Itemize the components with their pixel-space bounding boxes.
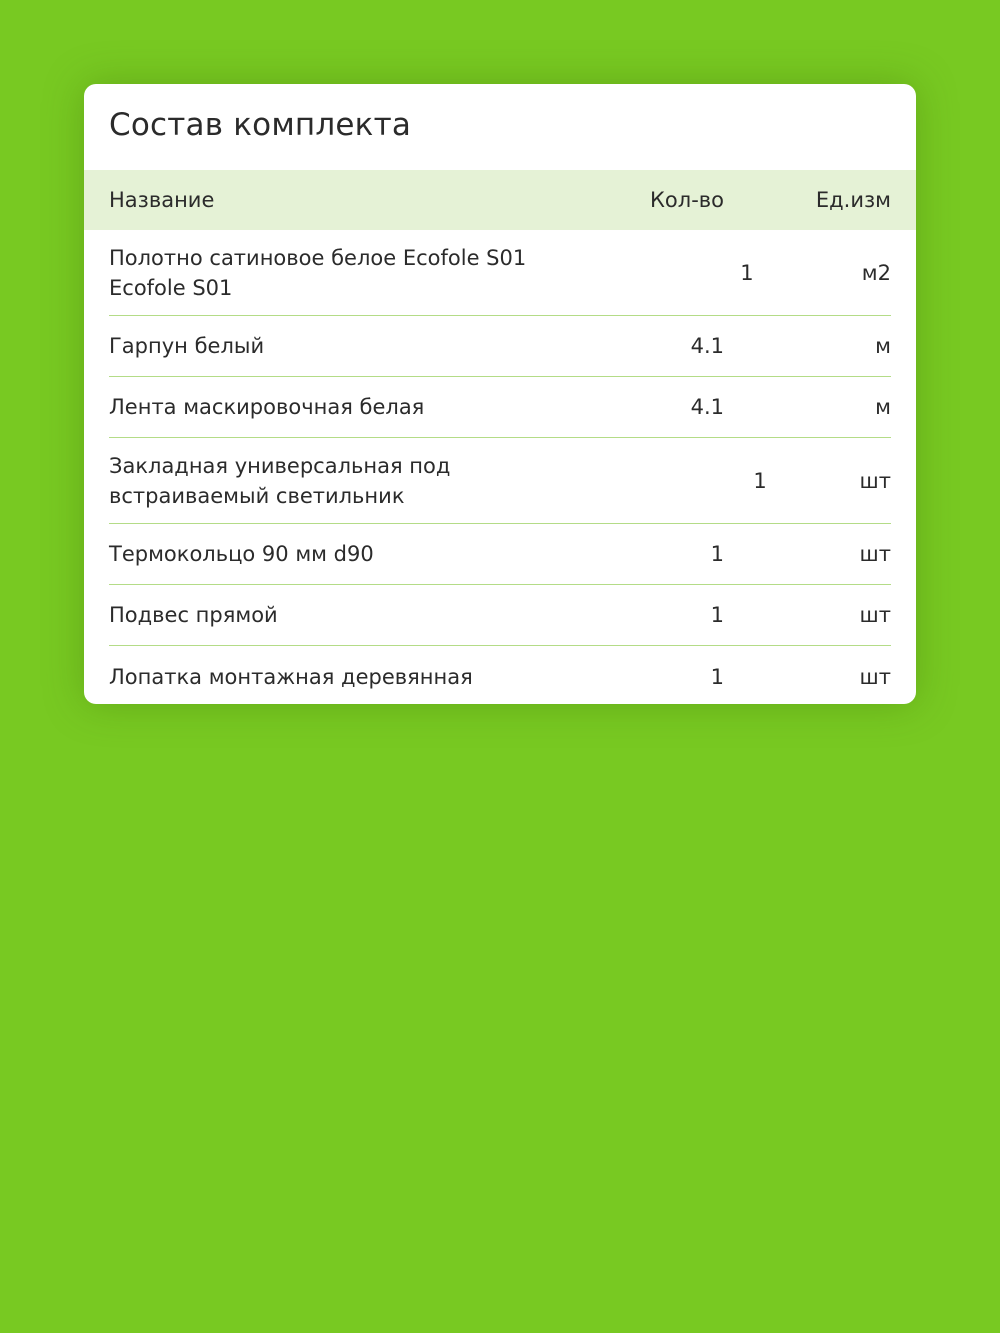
cell-name: Полотно сатиновое белое Ecofole S01 Ecofole S01 [109, 245, 527, 300]
cell-qty: 1 [710, 603, 724, 627]
cell-qty: 1 [710, 542, 724, 566]
table-row [109, 377, 891, 438]
table-body [84, 230, 916, 704]
cell-name: Термокольцо 90 мм d90 [109, 542, 374, 566]
cell-unit: м [875, 334, 891, 358]
cell-unit: шт [859, 542, 891, 566]
table-row [109, 438, 891, 524]
cell-name: Гарпун белый [109, 334, 265, 358]
card-title: Состав комплекта [109, 107, 412, 143]
cell-unit: шт [859, 664, 891, 689]
cell-unit: м2 [861, 260, 891, 285]
header-name: Название [109, 188, 215, 212]
cell-qty: 1 [710, 664, 724, 689]
cell-unit: шт [859, 468, 891, 493]
table-row [109, 646, 891, 704]
cell-name: Лопатка монтажная деревянная [109, 664, 473, 689]
table-row [109, 585, 891, 646]
table-row [109, 316, 891, 377]
cell-unit: шт [859, 603, 891, 627]
cell-name: Закладная универсальная под встраиваемый светильник [109, 453, 451, 508]
table-header [84, 170, 916, 230]
header-qty: Кол-во [650, 188, 724, 212]
table-row [109, 230, 891, 316]
header-unit: Ед.изм [815, 188, 891, 212]
cell-qty: 4.1 [690, 395, 724, 419]
cell-unit: м [875, 395, 891, 419]
cell-qty: 4.1 [690, 334, 724, 358]
cell-name: Лента маскировочная белая [109, 395, 425, 419]
cell-qty: 1 [740, 260, 754, 285]
cell-name: Подвес прямой [109, 603, 278, 627]
kit-contents-card [84, 84, 916, 704]
table-row [109, 524, 891, 585]
cell-qty: 1 [753, 468, 767, 493]
